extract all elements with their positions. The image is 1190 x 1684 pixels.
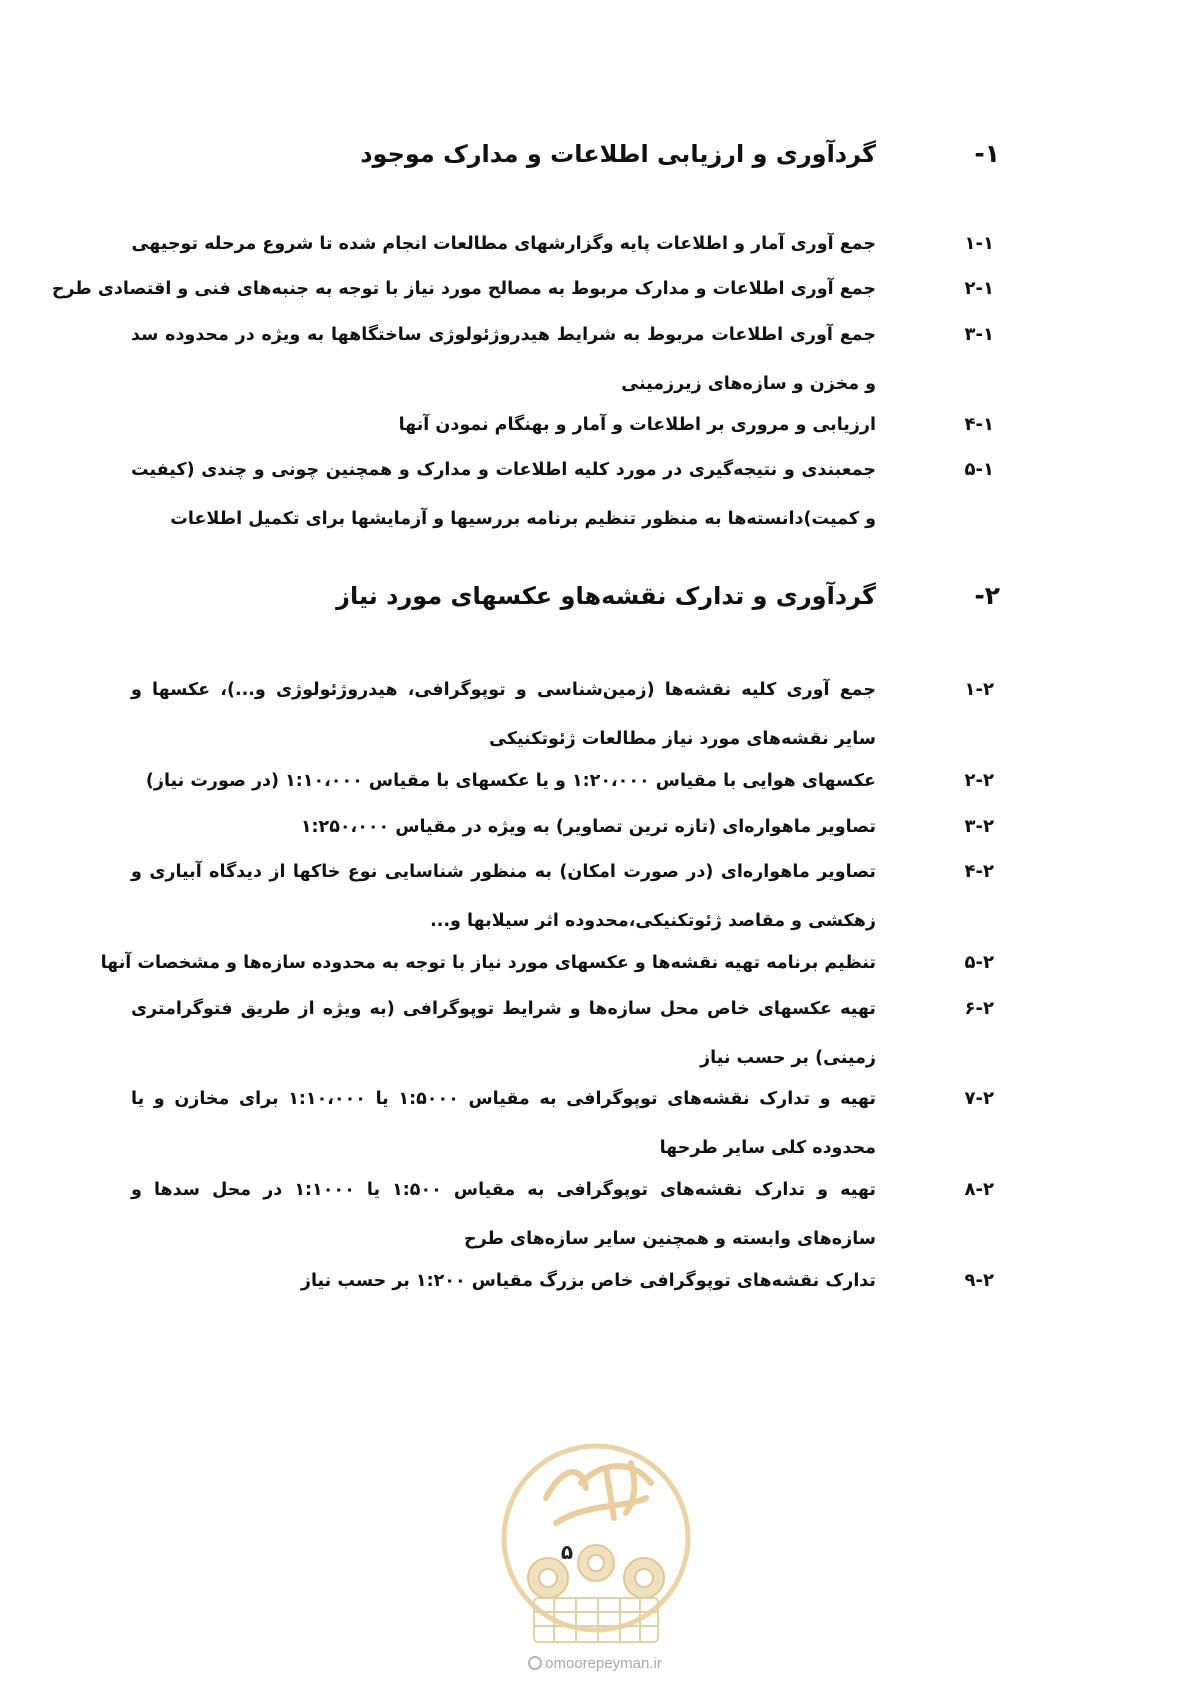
item-number: ۱-۱ [964,233,994,254]
section-number: ۲- [974,581,1000,610]
item-number: ۴-۱ [964,414,994,435]
item-text: جمعبندی و نتیجه‌گیری در مورد کلیه اطلاعات و مدارک و همچنین چونی و چندی (کیفیت و کمیت)دانسته‌ها به منظور تنظیم برنامه بررسیها و آزمایشها برای تکمیل اطلاعات [131,460,876,529]
site-url-text: omoorepeyman.ir [545,1655,662,1672]
item-number: ۱-۲ [964,679,994,700]
item-number: ۵-۲ [964,952,994,973]
item-number: ۳-۲ [964,816,994,837]
item-text: تهیه و تدارک نقشه‌های توپوگرافی به مقیاس ۱:۵۰۰۰ یا ۱:۱۰،۰۰۰ برای مخازن و یا محدوده کلی سایر طرحها [131,1089,876,1158]
item-number: ۴-۲ [964,861,994,882]
item-text: تدارک نقشه‌های توپوگرافی خاص بزرگ مقیاس ۱:۲۰۰ بر حسب نیاز [300,1271,876,1291]
item-number: ۲-۲ [964,770,994,791]
item-number: ۷-۲ [964,1088,994,1109]
item-number: ۲-۱ [964,278,994,299]
page-number: ۵ [560,1540,574,1564]
section-number: ۱- [974,139,1000,168]
item-number: ۹-۲ [964,1270,994,1291]
item-number: ۵-۱ [964,459,994,480]
item-text: تنظیم برنامه تهیه نقشه‌ها و عکسهای مورد نیاز با توجه به محدوده سازه‌ها و مشخصات آنها [100,953,876,973]
item-number: ۳-۱ [964,324,994,345]
section-title: گردآوری و تدارک نقشه‌هاو عکسهای مورد نیاز [336,582,876,610]
item-text: تهیه و تدارک نقشه‌های توپوگرافی به مقیاس ۱:۵۰۰ یا ۱:۱۰۰۰ در محل سدها و سازه‌های وابسته و همچنین سایر سازه‌های طرح [131,1180,876,1249]
item-text: جمع آوری آمار و اطلاعات پایه وگزارشهای مطالعات انجام شده تا شروع مرحله توجیهی [131,234,876,254]
at-sign-icon [528,1656,542,1670]
section-heading-2 [0,576,1190,616]
item-text: جمع آوری کلیه نقشه‌ها (زمین‌شناسی و توپوگرافی، هیدروژئولوژی و...)، عکسها و سایر نقشه‌های مورد نیاز مطالعات ژئوتکنیکی [131,680,876,749]
item-text: جمع آوری اطلاعات و مدارک مربوط به مصالح مورد نیاز با توجه به جنبه‌های فنی و اقتصادی طرح [51,279,876,299]
section-title: گردآوری و ارزیابی اطلاعات و مدارک موجود [360,140,876,168]
item-number: ۶-۲ [964,998,994,1019]
item-text: ارزیابی و مروری بر اطلاعات و آمار و بهنگام نمودن آنها [398,415,876,435]
item-number: ۸-۲ [964,1179,994,1200]
site-url [490,1652,700,1676]
item-text: جمع آوری اطلاعات مربوط به شرایط هیدروژئولوژی ساختگاهها به ویژه در محدوده سد و مخزن و سازه‌های زیرزمینی [131,325,876,394]
omoorepeyman-logo-icon [486,1428,706,1668]
item-text: تهیه عکسهای خاص محل سازه‌ها و شرایط توپوگرافی (به ویژه از طریق فتوگرامتری زمینی) بر حسب نیاز [131,999,876,1068]
item-text: تصاویر ماهواره‌ای (در صورت امکان) به منظور شناسایی نوع خاکها از دیدگاه آبیاری و زهکشی و مقاصد ژئوتکنیکی،محدوده اثر سیلابها و... [131,862,876,931]
item-text: عکسهای هوایی با مقیاس ۱:۲۰،۰۰۰ و یا عکسهای با مقیاس ۱:۱۰،۰۰۰ (در صورت نیاز) [145,771,876,791]
section-heading-1 [0,134,1190,174]
item-text: تصاویر ماهواره‌ای (تازه ترین تصاویر) به ویژه در مقیاس ۱:۲۵۰،۰۰۰ [300,817,876,837]
